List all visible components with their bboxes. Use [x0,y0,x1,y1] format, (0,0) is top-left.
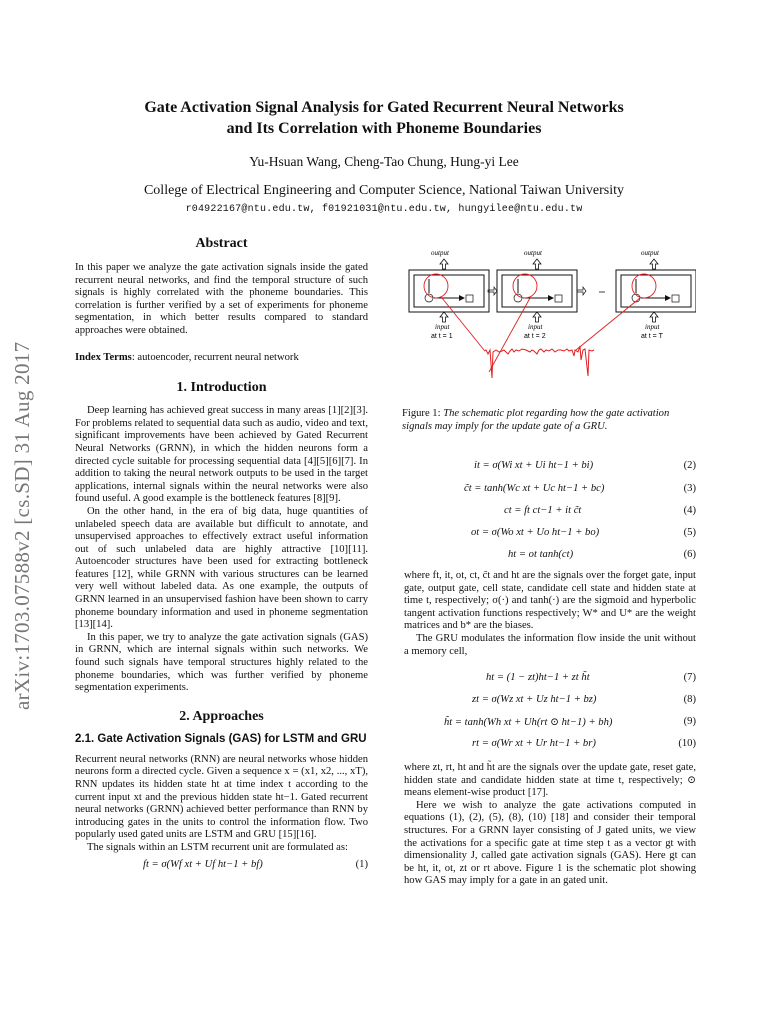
equation-2-text: it = σ(Wi xt + Ui ht−1 + bi) [474,460,594,471]
gru-schematic-diagram [404,246,696,396]
gas-definition: Here we wish to analyze the gate activations computed in equations (1), (2), (5), (8), (10) [18] and consider their temporal structures. For a GRNN layer consisting of J gated units, we view the activations for a specific gate at time step t as a vector gt with dimensionality J, called gate activation signals (GAS). Here gt can be ht, it, ot, zt or rt above. Figure 1 is the schematic plot showing how GAS may imply for a gate in an gated unit. [404,799,696,887]
connector-3 [576,298,640,350]
equation-1-number: (1) [355,858,368,870]
equation-4-number: (4) [683,505,696,516]
affiliation: College of Electrical Engineering and Computer Science, National Taiwan University [143,183,625,198]
equation-7-text: ht = (1 − zt)ht−1 + zt h̃t [486,672,590,683]
up-arrow-1 [440,259,448,269]
equation-3-text: c̃t = tanh(Wc xt + Uc ht−1 + bc) [464,483,605,494]
input-label-2: input [528,323,543,331]
equation-4 [404,505,696,527]
approaches-p1: Recurrent neural networks (RNN) are neural networks whose hidden neurons form a directed cycle. Given a sequence x = (x1, x2, ..., xT), RNN updates its hidden state ht at time index t according to the current input xt and the previous hidden state ht−1. Gated recurrent neural networks (GRNN) achieved better performance than RNN by introducing gates in the units to control the information flow. Two popularly used gated units are LSTM and GRU [15][16]. [75,753,368,841]
approaches-subheading: 2.1. Gate Activation Signals (GAS) for LSTM and GRU [75,732,367,745]
gru-cell-3 [616,270,696,312]
equation-2-number: (2) [683,460,696,471]
equation-5 [404,527,696,549]
equation-8 [404,694,696,716]
abstract-heading: Abstract [195,236,248,251]
equation-7 [404,672,696,694]
equation-6-text: ht = ot tanh(ct) [508,549,574,560]
right-arrow-2 [577,287,586,295]
equation-9-text: h̃t = tanh(Wh xt + Uh(rt ⊙ ht−1) + bh) [444,717,613,728]
equation-3-number: (3) [683,483,696,494]
gru-cell-2 [497,270,577,312]
intro-body [75,405,368,695]
intro-p2: On the other hand, in the era of big data, huge quantities of unlabeled speech data are available but difficult to annotate, and unsupervised approaches to effectively extract useful information out of such unlabeled data are highly attractive [10][11]. Autoencoder structures have been used for extracting bottleneck features [12], while GRNN with various structures can be learned very well without labeled data. As one example, the outputs of GRNN learned in an unsupervised fashion have been shown to carry phoneme boundary information and used in phoneme segmentation [13][14]. [75,505,368,631]
gru-equations [404,672,696,760]
equation-5-text: ot = σ(Wo xt + Uo ht−1 + bo) [471,527,600,538]
approaches-body [75,754,368,855]
intro-heading: 1. Introduction [176,380,267,396]
paper-title [0,97,768,139]
equation-10 [404,738,696,760]
equation-9-number: (9) [683,716,696,727]
gru-signals-description: where zt, rt, ht and h̃t are the signals over the update gate, reset gate, hidden state and candidate hidden state at time t, respectively; ⊙ means element-wise product [17]. [404,762,696,799]
right-text-1 [404,570,696,658]
equation-10-text: rt = σ(Wr xt + Ur ht−1 + br) [472,738,596,749]
equation-9 [404,716,696,738]
output-label-3: output [641,249,659,257]
equation-8-text: zt = σ(Wz xt + Uz ht−1 + bz) [472,694,597,705]
up-arrow-2 [533,259,541,269]
time-label-2: at t = 2 [524,333,546,340]
equation-7-number: (7) [683,672,696,683]
figure-1 [404,246,696,396]
figure-1-caption-text: The schematic plot regarding how the gate activation signals may imply for the update gate of a GRU. [402,408,670,432]
equation-5-number: (5) [683,527,696,538]
input-arrow-3 [650,312,658,322]
equation-6 [404,549,696,571]
output-label-2: output [524,249,542,257]
time-label-3: at t = T [641,333,663,340]
figure-1-caption-label: Figure 1: [402,408,444,419]
equation-3 [404,483,696,505]
time-label-1: at t = 1 [431,333,453,340]
input-arrow-2 [533,312,541,322]
output-label-1: output [431,249,449,257]
equation-2 [404,460,696,483]
equation-10-number: (10) [678,738,696,749]
equation-6-number: (6) [683,549,696,560]
equation-4-text: ct = ft ct−1 + it c̃t [504,505,582,516]
up-arrow-3 [650,259,658,269]
equation-8-number: (8) [683,694,696,705]
input-label-1: input [435,323,450,331]
emails: r04922167@ntu.edu.tw, f01921031@ntu.edu.tw, hungyilee@ntu.edu.tw [185,204,583,215]
approaches-p2: The signals within an LSTM recurrent unit are formulated as: [87,841,348,853]
title-line-1: Gate Activation Signal Analysis for Gated Recurrent Neural Networks [144,99,624,116]
authors: Yu-Hsuan Wang, Cheng-Tao Chung, Hung-yi Lee [249,154,519,169]
lstm-signals-description: where ft, it, ot, ct, c̃t and ht are the signals over the forget gate, input gate, output gate, cell state, candidate cell state and hidden state at time t, respectively; σ(·) and tanh(·) are the sigmoid and hyperbolic tangent activation functions respectively; W* and U* are the weight matrices and b* are the biases. [404,570,696,632]
gru-intro: The GRU modulates the information flow inside the unit without a memory cell, [404,632,696,657]
intro-p1: Deep learning has achieved great success in many areas [1][2][3]. For problems related to sequential data such as audio, video and text, significant improvements have been achieved by Gated Recurrent Neural Networks (GRNN), in which the hidden neurons form a directed cycle suitable for processing sequential data [4][5][6][7]. In addition to taking the neural network outputs to be used in the target applications, internal signals within the neural networks were also found useful. A good example is the bottleneck features [8][9]. [75,405,368,505]
title-line-2: and Its Correlation with Phoneme Boundaries [226,120,542,137]
approaches-heading: 2. Approaches [179,708,264,724]
figure-1-caption [402,408,696,433]
input-arrow-1 [440,312,448,322]
input-label-3: input [645,323,660,331]
arxiv-stamp: arXiv:1703.07588v2 [cs.SD] 31 Aug 2017 [10,341,34,710]
left-column [75,236,368,877]
abstract-text: In this paper we analyze the gate activation signals inside the gated recurrent neural networks, and find the temporal structure of such signals is highly correlated with the phoneme boundaries. This correlation is further verified by a set of experiments for phoneme segmentation, in which better results compared to standard approaches were obtained. [75,262,368,336]
lstm-equations [404,460,696,571]
equation-1-text: ft = σ(Wf xt + Uf ht−1 + bf) [143,858,263,870]
index-terms [75,352,368,365]
right-text-2 [404,762,696,888]
intro-p3: In this paper, we try to analyze the gate activation signals (GAS) in GRNN, which are internal signals within such networks. We found such signals have temporal structures highly related to the phoneme boundaries, which was further verified by phoneme segmentation experiments. [75,631,368,694]
gru-cell-1 [409,270,489,312]
equation-1 [75,859,368,877]
index-terms-label: Index Terms [75,351,132,363]
index-terms-text: : autoencoder, recurrent neural network [131,351,299,363]
